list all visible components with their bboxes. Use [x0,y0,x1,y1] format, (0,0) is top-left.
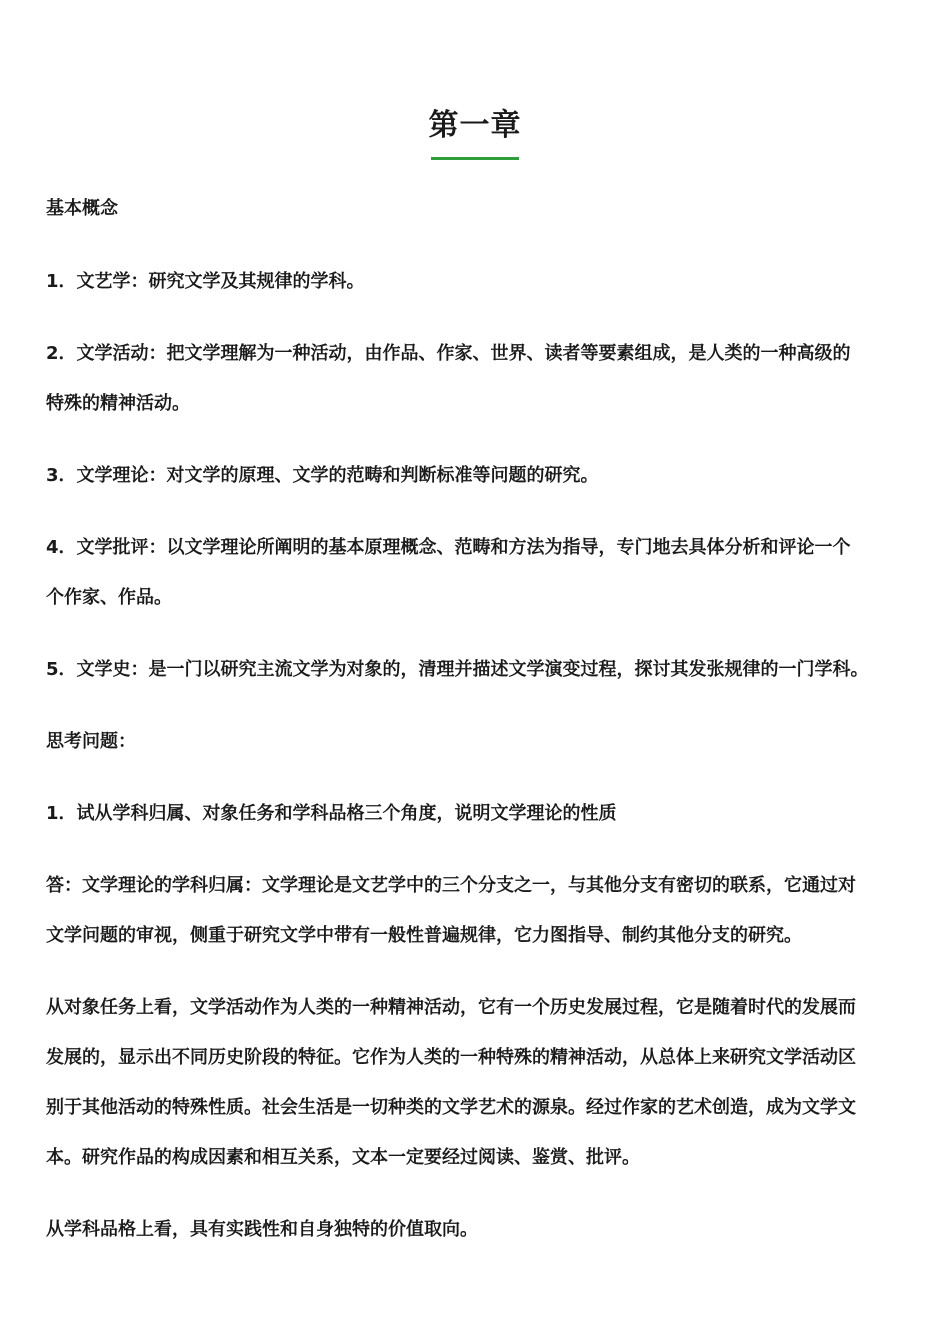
concept-item-5 [46,645,912,695]
paragraph-line: 4．文学批评：以文学理论所阐明的基本原理概念、范畴和方法为指导，专门地去具体分析和评论一个 [46,537,851,558]
answer-paragraph-2 [46,983,912,1183]
paragraph-line: 5．文学史：是一门以研究主流文学为对象的，清理并描述文学演变过程，探讨其发张规律的一门学科。 [46,659,869,680]
answer-paragraph-3 [46,1205,912,1255]
concept-item-4 [46,523,912,623]
paragraph-line: 1．文艺学：研究文学及其规律的学科。 [46,271,365,292]
concept-item-3 [46,451,912,501]
concept-item-2 [46,329,912,429]
section-heading-text: 基本概念 [46,198,118,219]
paragraph-line: 发展的，显示出不同历史阶段的特征。它作为人类的一种特殊的精神活动，从总体上来研究文学活动区 [46,1047,856,1068]
paragraph-line: 2．文学活动：把文学理解为一种活动，由作品、作家、世界、读者等要素组成，是人类的一种高级的 [46,343,851,364]
paragraph-line: 从对象任务上看，文学活动作为人类的一种精神活动，它有一个历史发展过程，它是随着时代的发展而 [46,997,856,1018]
paragraph-line: 本。研究作品的构成因素和相互关系，文本一定要经过阅读、鉴赏、批评。 [46,1147,640,1168]
paragraph-line: 答：文学理论的学科归属：文学理论是文艺学中的三个分支之一，与其他分支有密切的联系，它通过对 [46,875,856,896]
paragraph-line: 个作家、作品。 [46,587,172,608]
concept-item-1 [46,257,912,307]
chapter-title: 第一章 [428,108,522,143]
section-heading-text: 思考问题： [46,731,136,752]
paragraph-line: 3．文学理论：对文学的原理、文学的范畴和判断标准等问题的研究。 [46,465,599,486]
title-underline [431,157,519,160]
answer-paragraph-1 [46,861,912,961]
question-1 [46,789,912,839]
paragraph-line: 从学科品格上看，具有实践性和自身独特的价值取向。 [46,1219,478,1240]
section-heading-basic-concepts [46,184,912,234]
paragraph-line: 别于其他活动的特殊性质。社会生活是一切种类的文学艺术的源泉。经过作家的艺术创造，成为文学文 [46,1097,856,1118]
paragraph-line: 1．试从学科归属、对象任务和学科品格三个角度，说明文学理论的性质 [46,803,617,824]
section-heading-questions [46,717,912,767]
paragraph-line: 特殊的精神活动。 [46,393,190,414]
paragraph-line: 文学问题的审视，侧重于研究文学中带有一般性普遍规律，它力图指导、制约其他分支的研究。 [46,925,802,946]
